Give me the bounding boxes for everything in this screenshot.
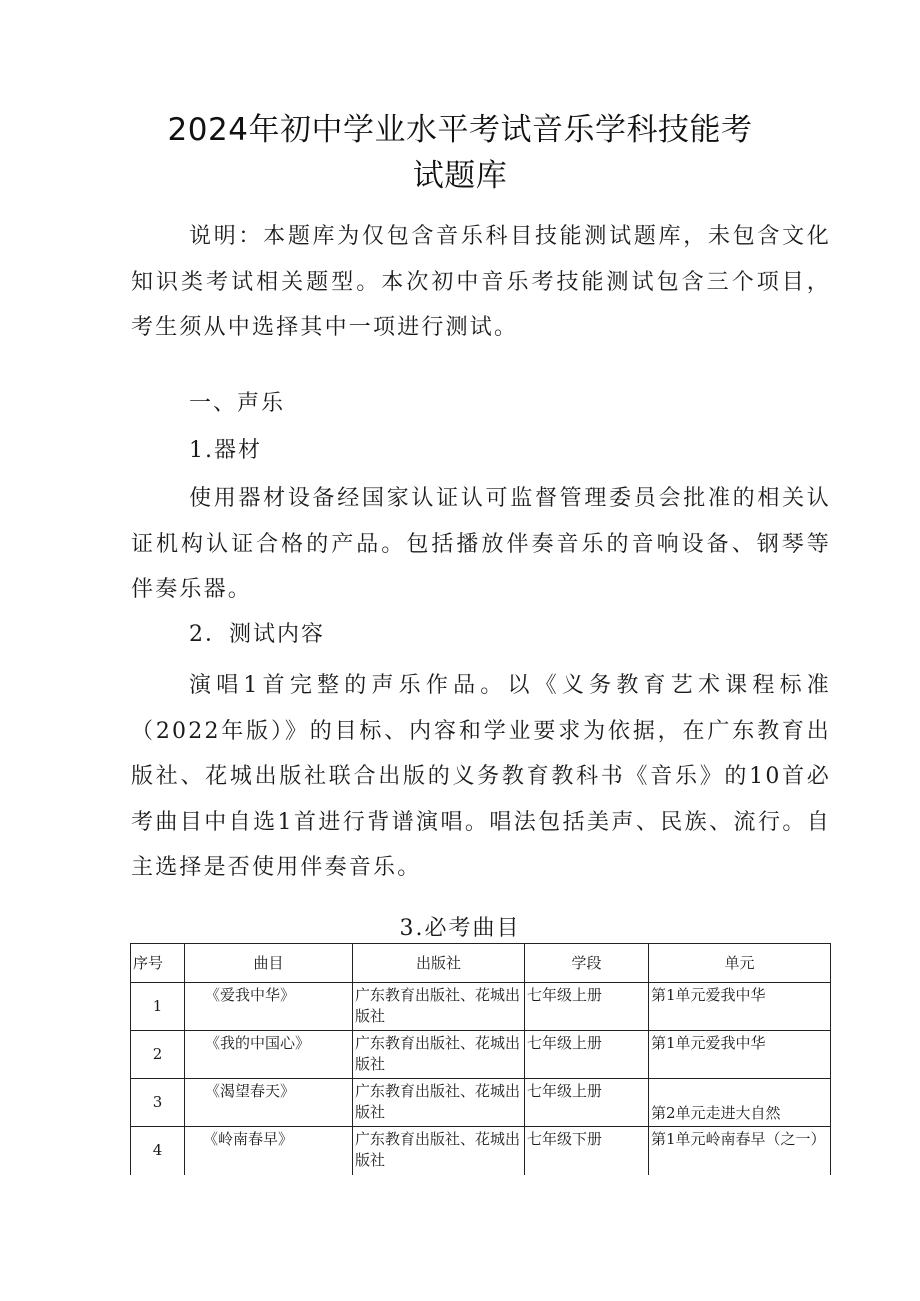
required-songs-table <box>130 943 831 1175</box>
cell-no: 1 <box>131 983 185 1031</box>
cell-no: 2 <box>131 1031 185 1079</box>
document-title-line1: 2024年初中学业水平考试音乐学科技能考 <box>167 112 753 148</box>
header-grade: 学段 <box>525 944 649 983</box>
cell-no: 3 <box>131 1079 185 1127</box>
table-caption: 3.必考曲目 <box>399 916 521 941</box>
cell-unit: 第1单元岭南春早（之一） <box>649 1127 831 1175</box>
cell-unit: 第2单元走进大自然 <box>649 1079 831 1127</box>
table-row <box>131 983 831 1031</box>
cell-grade: 七年级上册 <box>525 1031 649 1079</box>
test-content-paragraph: 演唱1首完整的声乐作品。以《义务教育艺术课程标准（2022年版）》的目标、内容和学业要求为依据，在广东教育出版社、花城出版社联合出版的义务教育教科书《音乐》的10首必考曲目中自选1首进行背谱演唱。唱法包括美声、民族、流行。自主选择是否使用伴奏音乐。 <box>131 673 831 880</box>
cell-publisher: 广东教育出版社、花城出版社 <box>353 1079 525 1127</box>
cell-unit: 第1单元爱我中华 <box>649 983 831 1031</box>
table-row <box>131 1079 831 1127</box>
cell-song: 《爱我中华》 <box>185 983 353 1031</box>
header-publisher: 出版社 <box>353 944 525 983</box>
cell-song: 《我的中国心》 <box>185 1031 353 1079</box>
cell-song: 《渴望春天》 <box>185 1079 353 1127</box>
document-title-line2: 试题库 <box>412 158 508 194</box>
cell-grade: 七年级下册 <box>525 1127 649 1175</box>
header-unit: 单元 <box>649 944 831 983</box>
cell-no: 4 <box>131 1127 185 1175</box>
subheading-equipment: 1.器材 <box>189 438 262 463</box>
cell-grade: 七年级上册 <box>525 983 649 1031</box>
cell-publisher: 广东教育出版社、花城出版社 <box>353 1127 525 1175</box>
header-no: 序号 <box>131 944 185 983</box>
table-row <box>131 1127 831 1175</box>
subheading-test-content: 2．测试内容 <box>189 622 325 647</box>
cell-grade: 七年级上册 <box>525 1079 649 1127</box>
table-header-row <box>131 944 831 983</box>
cell-unit: 第1单元爱我中华 <box>649 1031 831 1079</box>
cell-publisher: 广东教育出版社、花城出版社 <box>353 983 525 1031</box>
section-heading-vocal: 一、声乐 <box>189 391 286 416</box>
intro-paragraph: 说明：本题库为仅包含音乐科目技能测试题库，未包含文化知识类考试相关题型。本次初中音乐考技能测试包含三个项目，考生须从中选择其中一项进行测试。 <box>131 224 831 340</box>
cell-publisher: 广东教育出版社、花城出版社 <box>353 1031 525 1079</box>
cell-song: 《岭南春早》 <box>185 1127 353 1175</box>
header-song: 曲目 <box>185 944 353 983</box>
equipment-paragraph: 使用器材设备经国家认证认可监督管理委员会批准的相关认证机构认证合格的产品。包括播放伴奏音乐的音响设备、钢琴等伴奏乐器。 <box>131 486 831 602</box>
table-row <box>131 1031 831 1079</box>
